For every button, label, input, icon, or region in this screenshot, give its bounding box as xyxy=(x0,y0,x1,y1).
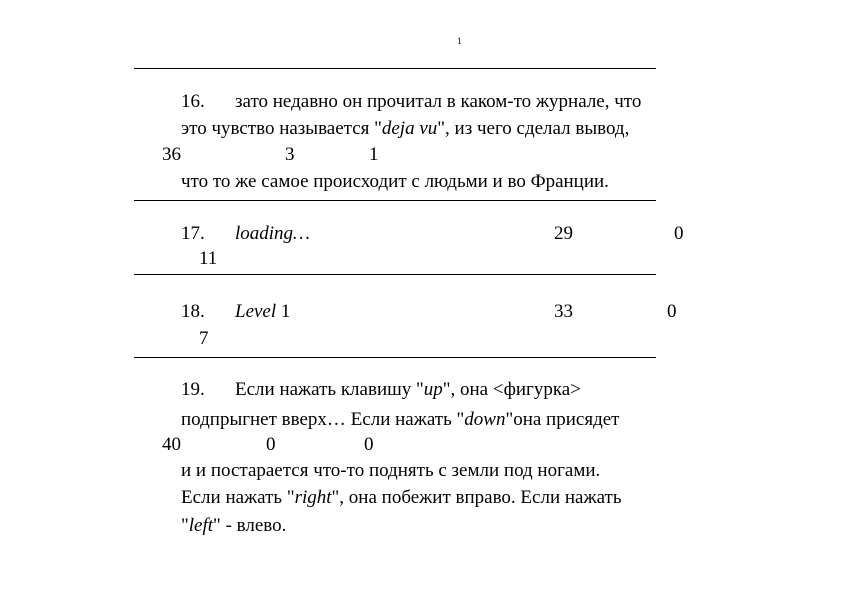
entry-19-stat-3: 0 xyxy=(364,434,374,455)
entry-19-number: 19. xyxy=(181,379,205,400)
entry-16-stat-1: 36 xyxy=(162,144,181,165)
entry-18-text: Level 1 xyxy=(235,301,291,322)
entry-16-stat-2: 3 xyxy=(285,144,295,165)
entry-19-line-3: и и постарается что-то поднять с земли под ногами. xyxy=(181,460,601,481)
entry-17-text: loading… xyxy=(235,223,310,244)
entry-16-stat-3: 1 xyxy=(369,144,379,165)
divider xyxy=(134,68,656,69)
entry-17-stat-1: 29 xyxy=(554,223,573,244)
divider xyxy=(134,200,656,201)
entry-19-line-5: "left" - влево. xyxy=(181,515,287,536)
entry-18-stat-1: 33 xyxy=(554,301,573,322)
entry-16-line-2: это чувство называется "deja vu", из чего сделал вывод, xyxy=(181,118,630,139)
entry-18-number: 18. xyxy=(181,301,205,322)
entry-19-line-1: Если нажать клавишу "up", она <фигурка> xyxy=(235,379,581,400)
entry-19-stat-2: 0 xyxy=(266,434,276,455)
entry-19-stat-1: 40 xyxy=(162,434,181,455)
entry-16-line-1: зато недавно он прочитал в каком-то журнале, что xyxy=(235,91,642,112)
page-number: 1 xyxy=(457,36,462,46)
entry-17-stat-2: 0 xyxy=(674,223,684,244)
divider xyxy=(134,357,656,358)
entry-19-line-2: подпрыгнет вверх… Если нажать "down"она присядет xyxy=(181,409,620,430)
entry-19-line-4: Если нажать "right", она побежит вправо. Если нажать xyxy=(181,487,622,508)
entry-17-number: 17. xyxy=(181,223,205,244)
entry-18-stat-2: 0 xyxy=(667,301,677,322)
entry-16-number: 16. xyxy=(181,91,205,112)
entry-17-stat-3: 11 xyxy=(199,248,218,269)
divider xyxy=(134,274,656,275)
entry-16-line-3: что то же самое происходит с людьми и во Франции. xyxy=(181,171,609,192)
entry-18-stat-3: 7 xyxy=(199,328,209,349)
